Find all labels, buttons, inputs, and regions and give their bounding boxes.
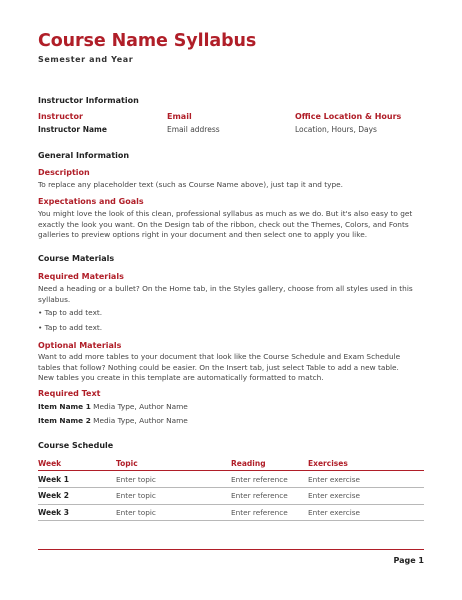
optional-line: tables that follow? Nothing could be easier. On the Insert tab, just select Table to add a new table. [38, 362, 399, 372]
expectations-text [38, 209, 423, 241]
optional-line: Want to add more tables to your document that look like the Course Schedule and Exam Schedule [38, 352, 401, 361]
schedule-col-exercises: Exercises [308, 459, 348, 468]
expectations-line: exactly the look you want. On the Design tab of the ribbon, check out the Themes, Colors, and Fonts [38, 219, 409, 229]
instructor-value: Instructor Name [38, 125, 107, 134]
table-cell-week: Week 1 [38, 475, 69, 484]
item-name: Item Name 1 [38, 402, 91, 411]
description-text: To replace any placeholder text (such as Course Name above), just tap it and type. [38, 180, 343, 189]
required-item [38, 416, 423, 427]
schedule-col-reading: Reading [231, 459, 266, 468]
optional-line: New tables you create in this template are automatically formatted to match. [38, 373, 324, 382]
page-title: Course Name Syllabus [38, 31, 257, 51]
item-detail: Media Type, Author Name [90, 402, 188, 411]
course-schedule-heading: Course Schedule [38, 441, 114, 450]
required-materials-heading: Required Materials [38, 272, 124, 281]
page-subtitle: Semester and Year [38, 55, 134, 64]
required-item [38, 402, 423, 413]
general-info-heading: General Information [38, 151, 130, 160]
expectations-heading: Expectations and Goals [38, 197, 144, 206]
email-label: Email [167, 112, 192, 121]
required-text-heading: Required Text [38, 389, 101, 398]
required-line: Need a heading or a bullet? On the Home tab, in the Styles gallery, choose from all styles used in this [38, 284, 413, 293]
office-value: Location, Hours, Days [295, 125, 377, 134]
table-row-divider [38, 520, 424, 521]
table-cell-topic: Enter topic [116, 491, 156, 500]
table-cell-reading: Enter reference [231, 475, 288, 484]
schedule-header-rule [38, 470, 424, 471]
description-heading: Description [38, 168, 90, 177]
table-cell-topic: Enter topic [116, 475, 156, 484]
bullet-item: • Tap to add text. [38, 323, 103, 332]
table-row-divider [38, 487, 424, 488]
course-materials-heading: Course Materials [38, 254, 115, 263]
table-cell-exercise: Enter exercise [308, 508, 361, 517]
table-cell-week: Week 2 [38, 491, 69, 500]
instructor-info-heading: Instructor Information [38, 96, 139, 105]
item-detail: Media Type, Author Name [90, 416, 188, 425]
required-line: syllabus. [38, 294, 71, 304]
item-name: Item Name 2 [38, 416, 91, 425]
instructor-column [38, 112, 107, 134]
table-row-divider [38, 504, 424, 505]
office-label: Office Location & Hours [295, 112, 402, 121]
table-cell-reading: Enter reference [231, 508, 288, 517]
optional-materials-text [38, 352, 423, 384]
instructor-label: Instructor [38, 112, 83, 121]
schedule-col-week: Week [38, 459, 62, 468]
email-column [167, 112, 220, 134]
footer-rule [38, 549, 424, 550]
optional-materials-heading: Optional Materials [38, 341, 122, 350]
email-value: Email address [167, 125, 220, 134]
table-cell-reading: Enter reference [231, 491, 288, 500]
office-column [295, 112, 401, 134]
schedule-col-topic: Topic [116, 459, 138, 468]
expectations-line: galleries to preview options right in your document and then select one to apply you like. [38, 230, 368, 239]
expectations-line: You might love the look of this clean, professional syllabus as much as we do. But it's also easy to get [38, 209, 413, 218]
table-cell-topic: Enter topic [116, 508, 156, 517]
table-cell-week: Week 3 [38, 508, 69, 517]
table-cell-exercise: Enter exercise [308, 491, 361, 500]
page-number: Page 1 [393, 556, 424, 565]
required-materials-text [38, 284, 423, 305]
bullet-item: • Tap to add text. [38, 308, 103, 317]
table-cell-exercise: Enter exercise [308, 475, 361, 484]
